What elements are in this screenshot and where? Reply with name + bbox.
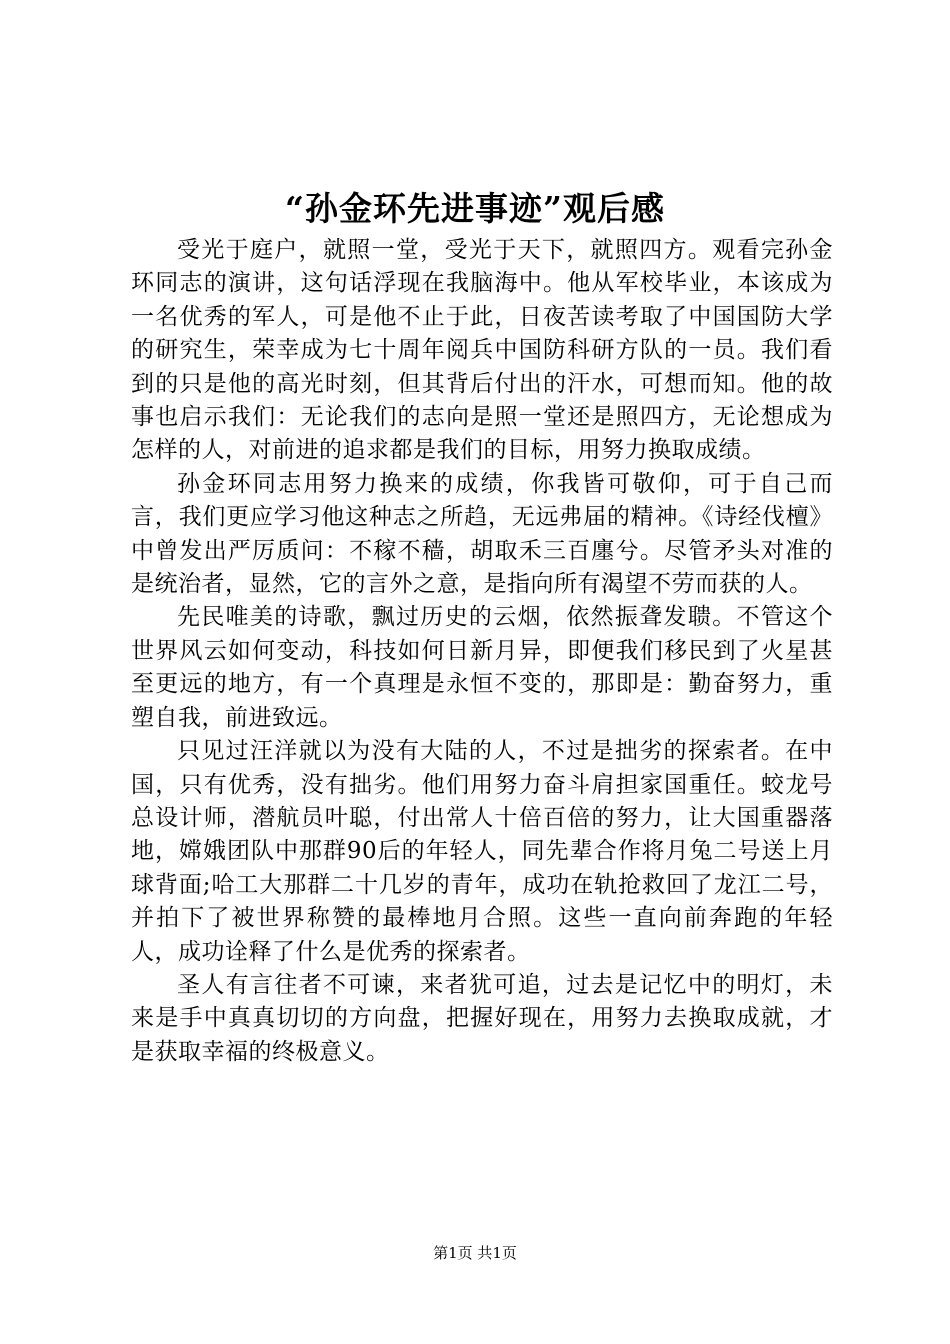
paragraph-5: 圣人有言往者不可谏，来者犹可追，过去是记忆中的明灯，未来是手中真真切切的方向盘，把握好现在，用努力去换取成就，才是获取幸福的终极意义。 xyxy=(131,971,833,1065)
document-title: “孙金环先进事迹”观后感 xyxy=(285,189,665,228)
paragraph-4: 只见过汪洋就以为没有大陆的人，不过是拙劣的探索者。在中国，只有优秀，没有拙劣。他们用努力奋斗肩担家国重任。蛟龙号总设计师，潜航员叶聪，付出常人十倍百倍的努力，让大国重器落地，嫦娥团队中那群90后的年轻人，同先辈合作将月兔二号送上月球背面;哈工大那群二十几岁的青年，成功在轨抢救回了龙江二号，并拍下了被世界称赞的最棒地月合照。这些一直向前奔跑的年轻人，成功诠释了什么是优秀的探索者。 xyxy=(131,738,833,965)
paragraph-2: 孙金环同志用努力换来的成绩，你我皆可敬仰，可于自己而言，我们更应学习他这种志之所趋，无远弗届的精神。《诗经伐檀》中曾发出严厉质问：不稼不穑，胡取禾三百廛兮。尽管矛头对准的是统治者，显然，它的言外之意，是指向所有渴望不劳而获的人。 xyxy=(131,470,833,598)
paragraph-1: 受光于庭户，就照一堂，受光于天下，就照四方。观看完孙金环同志的演讲，这句话浮现在我脑海中。他从军校毕业，本该成为一名优秀的军人，可是他不止于此，日夜苦读考取了中国国防大学的研究生，荣幸成为七十周年阅兵中国防科研方队的一员。我们看到的只是他的高光时刻，但其背后付出的汗水，可想而知。他的故事也启示我们：无论我们的志向是照一堂还是照四方，无论想成为怎样的人，对前进的追求都是我们的目标，用努力换取成绩。 xyxy=(131,237,833,464)
page-footer: 第1页 共1页 xyxy=(433,1244,517,1262)
paragraph-3: 先民唯美的诗歌，飘过历史的云烟，依然振聋发聩。不管这个世界风云如何变动，科技如何日新月异，即便我们移民到了火星甚至更远的地方，有一个真理是永恒不变的，那即是：勤奋努力，重塑自我，前进致远。 xyxy=(131,604,833,731)
document-body xyxy=(131,234,833,1069)
